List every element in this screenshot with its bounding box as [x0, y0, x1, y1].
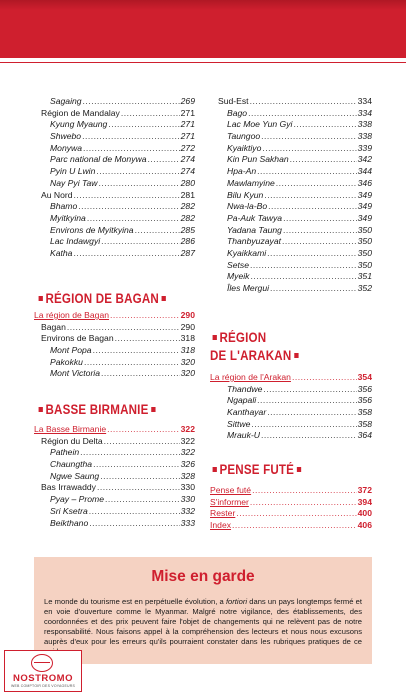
toc-entry[interactable] [218, 143, 372, 155]
toc-entry-page: 320 [180, 368, 195, 379]
toc-entry-label: Sud-Est [218, 96, 249, 106]
toc-entry-label: Rester [210, 508, 236, 519]
dot-leader [250, 497, 357, 509]
toc-entry-label: Thandwe [227, 383, 263, 394]
mise-en-garde-text: Le monde du tourisme est en perpétuelle évolution, a fortiori dans un pays longtemps fermé et en voie d'ouverture comme le Myanmar. Malgré notre vigilance, des établissements, des coordonnées et des prix peuvent faire l'objet de changements qui ne relèvent pas de notre responsabilité. Nous faisons appel à la compréhension des lecteurs et nous nous excusons auprès d'eux pour les erreurs qu'ils pourraient constater dans les rubriques pratiques de ce [44, 597, 362, 646]
dot-leader [105, 494, 180, 506]
toc-entry-label: Pathein [50, 447, 80, 458]
toc-entry-page: 330 [180, 482, 195, 493]
toc-entry-label: Mont Victoria [50, 368, 100, 379]
toc-entry-page: 269 [180, 96, 195, 106]
toc-entry[interactable] [41, 248, 195, 260]
mise-en-garde-title: Mise en garde [151, 568, 255, 585]
toc-entry-label: Région de Mandalay [41, 107, 120, 118]
toc-entry-label: Katha [50, 247, 73, 258]
toc-entry-label: Kyaikkami [227, 247, 267, 258]
toc-entry-label: Région du Delta [41, 435, 103, 446]
dot-leader [115, 333, 180, 345]
toc-entry[interactable] [41, 447, 195, 459]
toc-entry-label: Kanthayar [227, 407, 267, 418]
toc-entry[interactable] [41, 482, 195, 494]
dot-leader [82, 131, 180, 143]
dot-leader [262, 143, 356, 155]
dot-leader [276, 178, 357, 190]
toc-entry[interactable] [41, 518, 195, 530]
toc-entry-label: Beikthano [50, 517, 89, 528]
dot-leader [104, 436, 180, 448]
dot-leader [97, 482, 180, 494]
header-band [0, 0, 406, 58]
toc-entry[interactable] [218, 384, 372, 396]
toc-entry-page: 330 [180, 494, 195, 505]
toc-entry[interactable] [218, 201, 372, 213]
dot-leader [93, 459, 180, 471]
toc-entry-page: 282 [180, 212, 195, 223]
toc-entry-page: 326 [180, 459, 195, 470]
toc-entry[interactable] [41, 201, 195, 213]
dot-leader [121, 108, 180, 120]
dot-leader [89, 518, 179, 530]
dot-leader [93, 345, 180, 357]
toc-entry-page: 322 [180, 435, 195, 446]
toc-entry-label: Mrauk-U [227, 430, 260, 441]
toc-entry[interactable] [41, 368, 195, 380]
toc-entry-label: Pyin U Lwin [50, 166, 96, 177]
toc-entry-label: Shwebo [50, 131, 82, 142]
toc-entry-label: Bago [227, 107, 248, 118]
globe-icon [31, 654, 53, 672]
dot-leader [261, 131, 357, 143]
toc-entry-label: Ngapali [227, 395, 257, 406]
toc-entry-label: Pense futé [210, 485, 252, 495]
toc-entry-label: Pyay – Prome [50, 494, 104, 505]
toc-entry[interactable] [218, 108, 372, 120]
toc-entry[interactable] [41, 154, 195, 166]
header-rule [0, 62, 406, 63]
dot-leader [236, 508, 356, 520]
dot-leader [84, 357, 180, 369]
toc-entry[interactable] [41, 471, 195, 483]
dot-leader [148, 154, 180, 166]
toc-entry-page: 406 [357, 520, 372, 531]
toc-entry-label: Setse [227, 259, 249, 270]
mise-en-garde-box [34, 557, 372, 664]
toc-entry-label: Pa-Auk Tawya [227, 212, 283, 223]
toc-entry-label: Taungoo [227, 131, 261, 142]
toc-entry-page: 274 [180, 154, 195, 165]
dot-leader [268, 201, 357, 213]
toc-entry-label: Pakokku [50, 356, 83, 367]
toc-entry-page: 358 [357, 407, 372, 418]
toc-entry[interactable] [41, 322, 195, 334]
toc-entry-page: 328 [180, 470, 195, 481]
toc-entry-label: Kyung Myaung [50, 119, 108, 130]
toc-entry-label: Sittwe [227, 418, 251, 429]
toc-entry-page: 351 [357, 271, 372, 282]
toc-basse [34, 424, 195, 529]
toc-entry[interactable] [218, 131, 372, 143]
toc-entry-page: 333 [180, 517, 195, 528]
toc-entry-page: 350 [357, 259, 372, 270]
dot-leader [108, 119, 179, 131]
toc-entry[interactable] [210, 497, 372, 509]
dot-leader [267, 248, 356, 260]
dot-leader [83, 96, 180, 108]
dot-leader [252, 485, 357, 497]
toc-entry[interactable] [218, 213, 372, 225]
toc-entry-label: Nay Pyi Taw [50, 177, 98, 188]
dot-leader [267, 407, 356, 419]
toc-entry-page: 282 [180, 201, 195, 212]
dot-leader [283, 213, 357, 225]
toc-entry[interactable] [218, 407, 372, 419]
section-basse-title: BASSE BIRMANIE [36, 403, 178, 417]
bagan-head-entry[interactable]: La région de Bagan ..... 290 [34, 310, 195, 322]
toc-left-top [41, 96, 195, 260]
dot-leader [74, 190, 180, 202]
toc-entry[interactable] [218, 225, 372, 237]
toc-entry-label: Bilu Kyun [227, 189, 264, 200]
toc-entry-label: Sri Ksetra [50, 505, 88, 516]
toc-entry-page: 320 [180, 356, 195, 367]
dot-leader [251, 419, 356, 431]
toc-entry-label: Lac Moe Yun Gyi [227, 119, 293, 130]
section-pense-title: PENSE FUTÉ [210, 463, 319, 477]
toc-entry-page: 272 [180, 142, 195, 153]
dot-leader [80, 447, 180, 459]
toc-entry[interactable] [41, 333, 195, 345]
dot-leader [73, 248, 179, 260]
dot-leader [78, 201, 179, 213]
toc-entry-page: 274 [180, 166, 195, 177]
toc-entry-page: 290 [180, 321, 195, 332]
toc-entry[interactable] [41, 357, 195, 369]
toc-entry[interactable] [218, 178, 372, 190]
toc-entry-page: 364 [357, 430, 372, 441]
toc-entry-page: 394 [357, 496, 372, 507]
toc-entry-label: Nwa-la-Bo [227, 201, 268, 212]
toc-entry-page: 334 [357, 107, 372, 118]
dot-leader [261, 430, 357, 442]
toc-entry-label: Ngwe Saung [50, 470, 100, 481]
toc-entry-page: 400 [357, 508, 372, 519]
dot-leader [101, 236, 179, 248]
toc-right-top [218, 96, 372, 295]
toc-entry-label: Index [210, 520, 232, 531]
dot-leader [232, 520, 357, 532]
toc-entry-page: 358 [357, 418, 372, 429]
toc-entry-page: 344 [357, 166, 372, 177]
toc-entry[interactable] [41, 436, 195, 448]
toc-entry-page: 356 [357, 383, 372, 394]
toc-entry-label: Environs de Myitkyina [50, 224, 134, 235]
toc-entry-label: Kyaiktiyo [227, 142, 262, 153]
toc-entry-page: 271 [180, 107, 195, 118]
toc-entry-page: 372 [357, 485, 372, 495]
toc-entry-page: 350 [357, 224, 372, 235]
toc-entry-page: 280 [180, 177, 195, 188]
dot-leader [264, 190, 356, 202]
dot-leader [248, 108, 357, 120]
dot-leader [96, 166, 179, 178]
dot-leader [100, 471, 179, 483]
toc-entry-page: 286 [180, 236, 195, 247]
toc-entry[interactable] [41, 236, 195, 248]
toc-entry-page: 349 [357, 201, 372, 212]
toc-entry-label: Lac Indawgyi [50, 236, 101, 247]
basse-head-entry[interactable]: La Basse Birmanie ..... 322 [34, 424, 195, 436]
dot-leader [101, 368, 180, 380]
nostromo-logo: NOSTROMO WEB COMPTOIR DES VOYAGEURS [4, 650, 82, 692]
toc-entry[interactable] [218, 430, 372, 442]
dot-leader [250, 260, 357, 272]
toc-entry-label: Chaungtha [50, 459, 93, 470]
toc-entry[interactable] [218, 119, 372, 131]
dot-leader [135, 225, 180, 237]
toc-pense [210, 485, 372, 532]
toc-entry-page: 349 [357, 189, 372, 200]
toc-entry-page: 318 [180, 345, 195, 356]
toc-entry-page: 271 [180, 131, 195, 142]
toc-entry[interactable] [41, 96, 195, 108]
toc-entry[interactable] [41, 178, 195, 190]
toc-entry[interactable] [210, 520, 372, 532]
toc-entry-label: Sagaing [50, 96, 82, 106]
toc-entry-label: Myitkyina [50, 212, 86, 223]
dot-leader [270, 283, 357, 295]
toc-entry[interactable] [41, 213, 195, 225]
toc-entry-label: Bas Irrawaddy [41, 482, 96, 493]
toc-entry[interactable] [41, 506, 195, 518]
toc-entry[interactable] [210, 485, 372, 497]
toc-entry-page: 349 [357, 212, 372, 223]
dot-leader [83, 143, 180, 155]
dot-leader [282, 236, 357, 248]
toc-entry[interactable] [218, 419, 372, 431]
toc-entry-page: 285 [180, 224, 195, 235]
toc-entry[interactable] [218, 166, 372, 178]
toc-bagan [34, 310, 195, 380]
toc-entry[interactable] [41, 494, 195, 506]
toc-entry-label: S'informer [210, 496, 249, 507]
toc-entry[interactable] [210, 508, 372, 520]
toc-entry-page: 338 [357, 131, 372, 142]
dot-leader [87, 213, 180, 225]
toc-entry-page: 287 [180, 247, 195, 258]
toc-entry-page: 339 [357, 142, 372, 153]
toc-entry-label: Mont Popa [50, 345, 92, 356]
toc-entry-page: 332 [180, 505, 195, 516]
dot-leader [293, 119, 356, 131]
dot-leader [283, 225, 357, 237]
toc-entry-label: Îles Mergui [227, 283, 270, 293]
toc-arakan [210, 372, 372, 442]
toc-entry-label: Yadana Taung [227, 224, 282, 235]
dot-leader [250, 96, 357, 108]
toc-entry-label: Monywa [50, 142, 82, 153]
dot-leader [257, 395, 357, 407]
toc-entry-page: 271 [180, 119, 195, 130]
toc-entry-label: Kin Pun Sakhan [227, 154, 289, 165]
toc-entry-page: 342 [357, 154, 372, 165]
toc-entry[interactable] [218, 236, 372, 248]
toc-entry-label: Hpa-An [227, 166, 257, 177]
dot-leader [89, 506, 180, 518]
toc-entry[interactable] [41, 131, 195, 143]
toc-entry[interactable] [218, 395, 372, 407]
toc-entry[interactable] [218, 248, 372, 260]
dot-leader [98, 178, 179, 190]
toc-entry[interactable] [218, 96, 372, 108]
toc-entry-page: 281 [180, 189, 195, 200]
toc-entry[interactable] [41, 225, 195, 237]
dot-leader [290, 154, 357, 166]
toc-entry-label: Bhamo [50, 201, 78, 212]
dot-leader [67, 322, 180, 334]
toc-entry-page: 318 [180, 333, 195, 344]
toc-entry-page: 322 [180, 447, 195, 458]
toc-entry[interactable] [218, 190, 372, 202]
toc-entry[interactable] [41, 166, 195, 178]
toc-entry-page: 352 [357, 283, 372, 293]
toc-entry-page: 350 [357, 236, 372, 247]
dot-leader [257, 166, 357, 178]
section-bagan-title: RÉGION DE BAGAN [36, 292, 190, 306]
toc-entry[interactable] [41, 459, 195, 471]
section-arakan-title: RÉGION DE L'ARAKAN [210, 331, 316, 363]
toc-entry-label: Parc national de Monywa [50, 154, 147, 165]
toc-entry-label: Mawlamyine [227, 177, 275, 188]
dot-leader [250, 271, 356, 283]
toc-entry[interactable] [218, 154, 372, 166]
toc-entry-label: Environs de Bagan [41, 333, 114, 344]
toc-entry[interactable] [218, 283, 372, 295]
toc-entry-label: Myeik [227, 271, 250, 282]
toc-entry-label: Au Nord [41, 189, 73, 200]
arakan-head-entry[interactable]: La région de l'Arakan ..... 354 [210, 372, 372, 384]
toc-entry[interactable] [218, 260, 372, 272]
toc-entry[interactable] [41, 190, 195, 202]
dot-leader [263, 384, 356, 396]
toc-entry[interactable] [218, 271, 372, 283]
toc-entry[interactable] [41, 345, 195, 357]
toc-entry-page: 356 [357, 395, 372, 406]
toc-entry[interactable] [41, 108, 195, 120]
toc-entry-page: 338 [357, 119, 372, 130]
toc-entry-label: Bagan [41, 321, 66, 332]
toc-entry-label: Thanbyuzayat [227, 236, 281, 247]
toc-entry-page: 334 [357, 96, 372, 106]
toc-entry-page: 350 [357, 247, 372, 258]
toc-entry-page: 346 [357, 177, 372, 188]
toc-entry[interactable] [41, 143, 195, 155]
toc-entry[interactable] [41, 119, 195, 131]
